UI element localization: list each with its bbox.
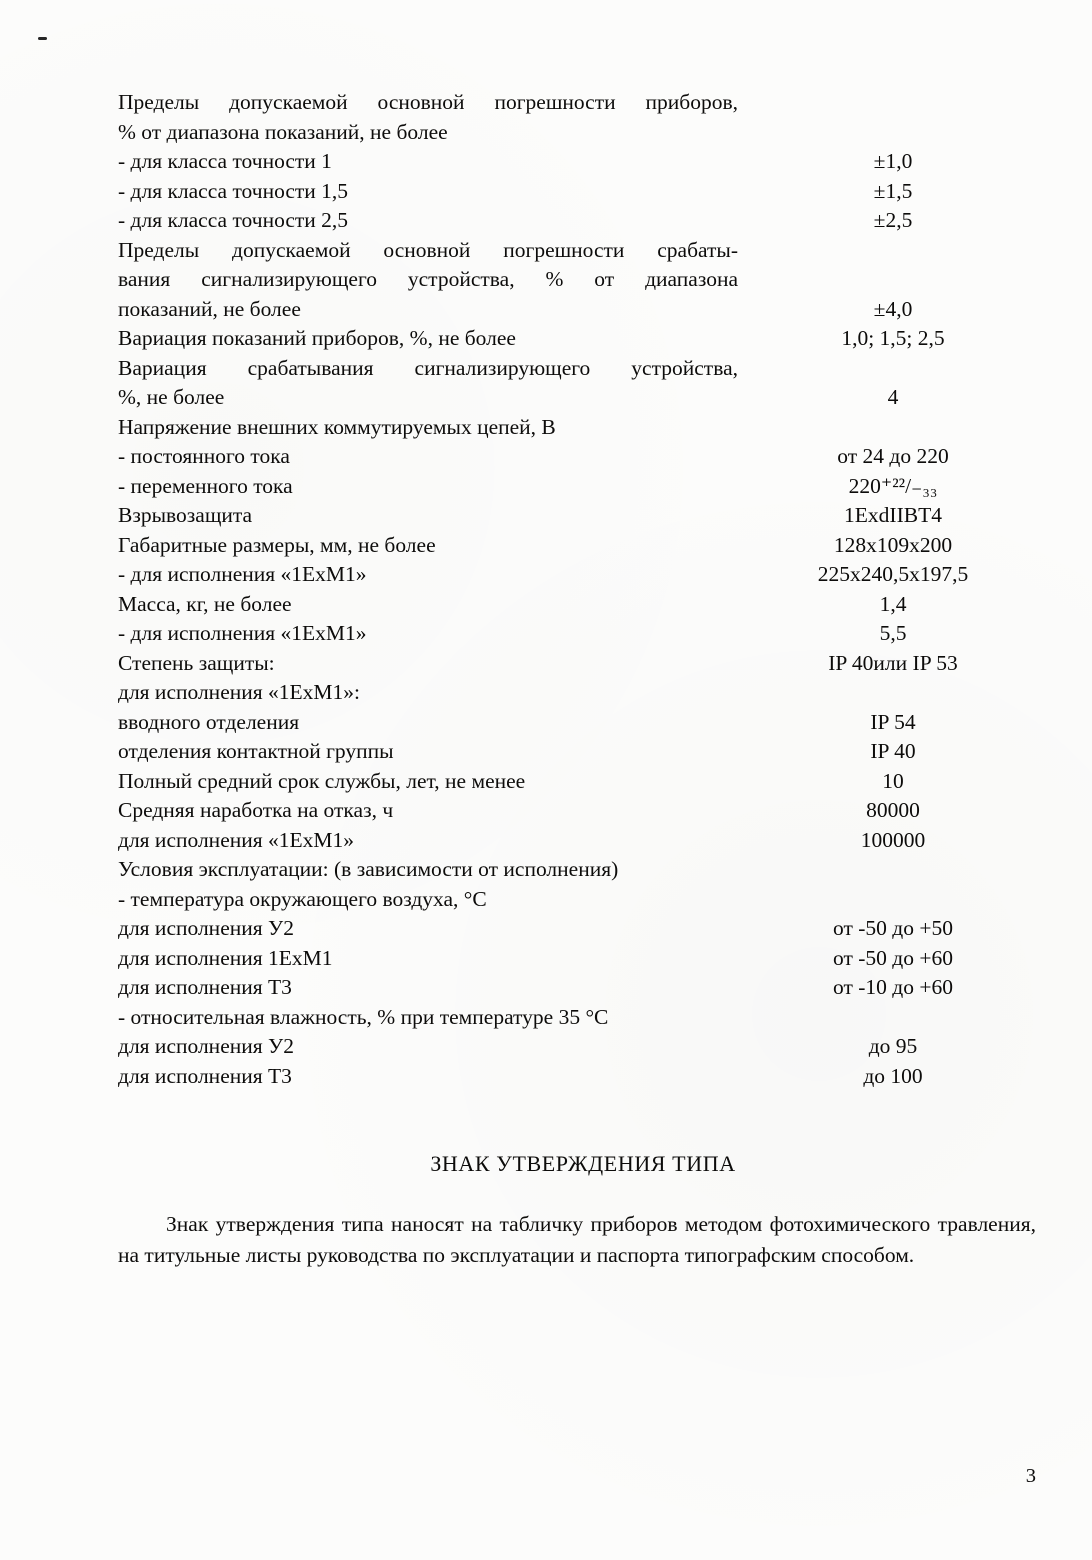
spec-value: до 100	[863, 1063, 923, 1088]
spec-value: 4	[887, 385, 899, 409]
spec-label: Пределы допускаемой основной погрешности приборов,	[118, 90, 738, 114]
spec-label: показаний, не более	[118, 296, 301, 321]
spec-line	[118, 118, 1048, 148]
spec-line	[118, 560, 1048, 590]
spec-value: 100000	[860, 827, 926, 852]
spec-label: Напряжение внешних коммутируемых цепей, В	[118, 414, 556, 439]
spec-label: для исполнения Т3	[118, 975, 292, 999]
spec-label: - для исполнения «1ЕхМ1»	[118, 621, 367, 645]
spec-line	[118, 236, 1048, 266]
spec-line	[118, 737, 1048, 767]
spec-label: Габаритные размеры, мм, не более	[118, 532, 436, 557]
spec-value: 80000	[866, 798, 920, 822]
spec-line	[118, 796, 1048, 826]
spec-label: Степень защиты:	[118, 650, 275, 675]
spec-line	[118, 678, 1048, 708]
spec-line	[118, 1003, 1048, 1033]
spec-line	[118, 1032, 1048, 1062]
spec-value: от -50 до +50	[833, 916, 953, 940]
spec-line	[118, 295, 1048, 325]
spec-label: Средняя наработка на отказ, ч	[118, 798, 394, 822]
spec-label: для исполнения 1ЕхМ1	[118, 945, 333, 970]
spec-line	[118, 649, 1048, 679]
spec-value: от -10 до +60	[833, 975, 953, 999]
spec-line	[118, 590, 1048, 620]
spec-label: - для класса точности 1,5	[118, 178, 349, 203]
spec-value: IP 54	[870, 709, 916, 734]
spec-label: - постоянного тока	[118, 444, 290, 468]
spec-label: вания сигнализирующего устройства, % от диапазона	[118, 267, 738, 291]
spec-line	[118, 472, 1048, 502]
spec-value: 225х240,5х197,5	[817, 562, 969, 586]
spec-label: для исполнения «1ЕхМ1»	[118, 827, 355, 852]
spec-line	[118, 501, 1048, 531]
spec-label: - переменного тока	[118, 473, 293, 498]
spec-line	[118, 206, 1048, 236]
spec-line	[118, 383, 1048, 413]
spec-line	[118, 147, 1048, 177]
spec-value: 1ExdIIBT4	[844, 503, 942, 527]
spec-value: 128х109х200	[833, 532, 953, 557]
body-paragraph: Знак утверждения типа наносят на табличку приборов методом фотохимического травления, на титульные листы руководства по эксплуатации и паспорта типографским способом.	[118, 1212, 1036, 1267]
scan-artifact-mark	[38, 37, 47, 40]
spec-label: отделения контактной группы	[118, 739, 394, 763]
spec-value: ±4,0	[873, 296, 913, 321]
spec-value: 5,5	[879, 621, 907, 645]
spec-label: Масса, кг, не более	[118, 591, 292, 616]
spec-line	[118, 855, 1048, 885]
spec-value: до 95	[868, 1034, 918, 1058]
spec-label: для исполнения Т3	[118, 1063, 292, 1088]
page-number: 3	[1025, 1465, 1036, 1487]
spec-line	[118, 324, 1048, 354]
spec-line	[118, 619, 1048, 649]
spec-value: ±2,5	[873, 208, 913, 232]
spec-value: IP 40или IP 53	[828, 650, 958, 675]
spec-label: для исполнения «1ЕхМ1»:	[118, 680, 360, 704]
spec-list	[118, 88, 1048, 1091]
spec-line	[118, 88, 1048, 118]
spec-label: Взрывозащита	[118, 503, 253, 527]
spec-label: Вариация показаний приборов, %, не более	[118, 326, 516, 350]
spec-line	[118, 944, 1048, 974]
spec-value: 220⁺²²/₋₃₃	[848, 473, 938, 498]
spec-value: ±1,5	[873, 178, 913, 203]
section-title: ЗНАК УТВЕРЖДЕНИЯ ТИПА	[430, 1151, 736, 1176]
spec-label: - температура окружающего воздуха, °С	[118, 886, 487, 911]
spec-line	[118, 826, 1048, 856]
spec-label: для исполнения У2	[118, 1034, 294, 1058]
spec-value: от 24 до 220	[837, 444, 949, 468]
spec-label: - для класса точности 1	[118, 149, 332, 173]
spec-line	[118, 531, 1048, 561]
spec-label: Вариация срабатывания сигнализирующего устройства,	[118, 355, 738, 380]
spec-line	[118, 767, 1048, 797]
spec-label: - для исполнения «1ЕхМ1»	[118, 562, 367, 586]
spec-line	[118, 1062, 1048, 1092]
spec-value: 1,0; 1,5; 2,5	[841, 326, 945, 350]
spec-value: IP 40	[870, 739, 916, 763]
spec-line	[118, 265, 1048, 295]
spec-line	[118, 885, 1048, 915]
spec-label: Условия эксплуатации: (в зависимости от исполнения)	[118, 857, 619, 881]
spec-value: 1,4	[879, 591, 907, 616]
spec-label: %, не более	[118, 385, 225, 409]
spec-line	[118, 973, 1048, 1003]
spec-line	[118, 354, 1048, 384]
spec-label: - относительная влажность, % при температуре 35 °С	[118, 1004, 609, 1029]
spec-line	[118, 914, 1048, 944]
spec-label: - для класса точности 2,5	[118, 208, 349, 232]
spec-line	[118, 177, 1048, 207]
spec-value: от -50 до +60	[833, 945, 953, 970]
spec-value: ±1,0	[873, 149, 913, 173]
page-content	[118, 88, 1048, 1271]
spec-line	[118, 708, 1048, 738]
spec-value: 10	[882, 768, 904, 793]
spec-label: Полный средний срок службы, лет, не менее	[118, 768, 526, 793]
spec-line	[118, 442, 1048, 472]
spec-label: % от диапазона показаний, не более	[118, 119, 448, 144]
spec-line	[118, 413, 1048, 443]
spec-label: для исполнения У2	[118, 916, 294, 940]
spec-label: Пределы допускаемой основной погрешности срабаты-	[118, 237, 738, 262]
spec-label: вводного отделения	[118, 709, 300, 734]
